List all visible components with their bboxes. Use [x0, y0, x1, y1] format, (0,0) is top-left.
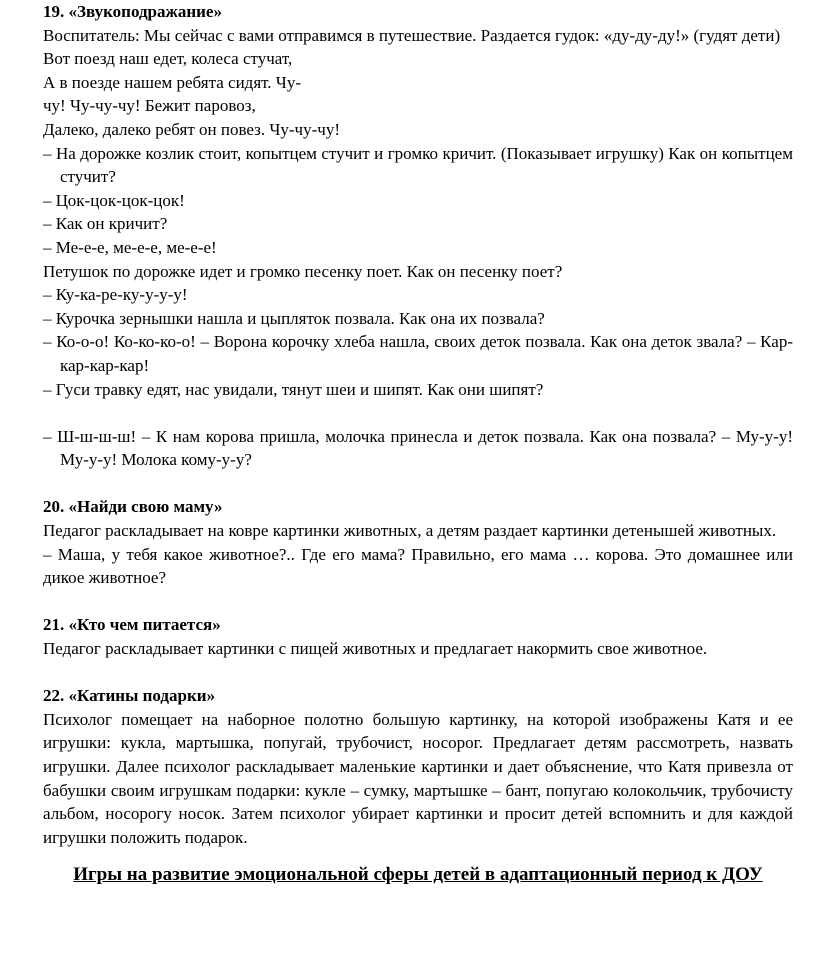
section-22-heading: 22. «Катины подарки» [43, 686, 216, 706]
dialog-line: – Гуси травку едят, нас увидали, тянут шеи и шипят. Как они шипят? [43, 379, 544, 399]
verse-line: Вот поезд наш едет, колеса стучат, [43, 49, 293, 69]
dialog-line: – Ш-ш-ш-ш! – К нам корова пришла, молочка принесла и деток позвала. Как она позвала? – Му-у-у! Му-у-у! Молока кому-у-у? [43, 426, 793, 470]
section-21-heading: 21. «Кто чем питается» [43, 615, 221, 635]
spacer [43, 401, 793, 425]
verse-line: А в поезде нашем ребята сидят. Чу- [43, 72, 301, 92]
dialog-line: – На дорожке козлик стоит, копытцем стучит и громко кричит. (Показывает игрушку) Как он копытцем стучит? [43, 143, 793, 187]
verse-line: чу! Чу-чу-чу! Бежит паровоз, [43, 96, 256, 116]
dialog-line: – Курочка зернышки нашла и цыпляток позвала. Как она их позвала? [43, 308, 545, 328]
dialog-line: – Ме-е-е, ме-е-е, ме-е-е! [43, 237, 217, 257]
spacer [43, 661, 793, 685]
spacer [43, 472, 793, 496]
section-22-text: Психолог помещает на наборное полотно большую картинку, на которой изображены Катя и ее игрушки: кукла, мартышка, попугай, трубочист, носорог. Предлагает детям рассмотреть, назвать игрушки. Далее психолог раскладывает маленькие картинки и дает объяснение, что Катя привезла от бабушки своим игрушкам подарки: кукле – сумку, мартышке – бант, попугаю колокольчик, трубочисту альбом, носорогу носок. Затем психолог убирает картинки и просит детей вспомнить и для каждой игрушки положить подарок. [43, 709, 793, 847]
verse-line: Далеко, далеко ребят он повез. Чу-чу-чу! [43, 119, 340, 139]
section-19-heading: 19. «Звукоподражание» [43, 2, 222, 21]
section-20-dialog: – Маша, у тебя какое животное?.. Где его мама? Правильно, его мама … корова. Это домашнее или дикое животное? [43, 544, 793, 588]
spacer [43, 590, 793, 614]
dialog-line: – Цок-цок-цок-цок! [43, 190, 185, 210]
section-21-text: Педагог раскладывает картинки с пищей животных и предлагает накормить свое животное. [43, 639, 708, 659]
dialog-line: – Ку-ка-ре-ку-у-у-у! [43, 285, 188, 305]
section-20-text: Педагог раскладывает на ковре картинки животных, а детям раздает картинки детенышей животных. [43, 521, 777, 541]
section-19-intro: Воспитатель: Мы сейчас с вами отправимся в путешествие. Раздается гудок: «ду-ду-ду!» (гудят дети) [43, 25, 781, 45]
rooster-line: Петушок по дорожке идет и громко песенку поет. Как он песенку поет? [43, 261, 563, 281]
document-page [43, 0, 793, 887]
dialog-line: – Ко-о-о! Ко-ко-ко-о! – Ворона корочку хлеба нашла, своих деток позвала. Как она деток звала? – Кар-кар-кар-кар! [43, 332, 793, 375]
dialog-line: – Как он кричит? [43, 214, 168, 234]
section-20-heading: 20. «Найди свою маму» [43, 497, 223, 517]
chapter-title: Игры на развитие эмоциональной сферы детей в адаптационный период к ДОУ [73, 864, 763, 886]
